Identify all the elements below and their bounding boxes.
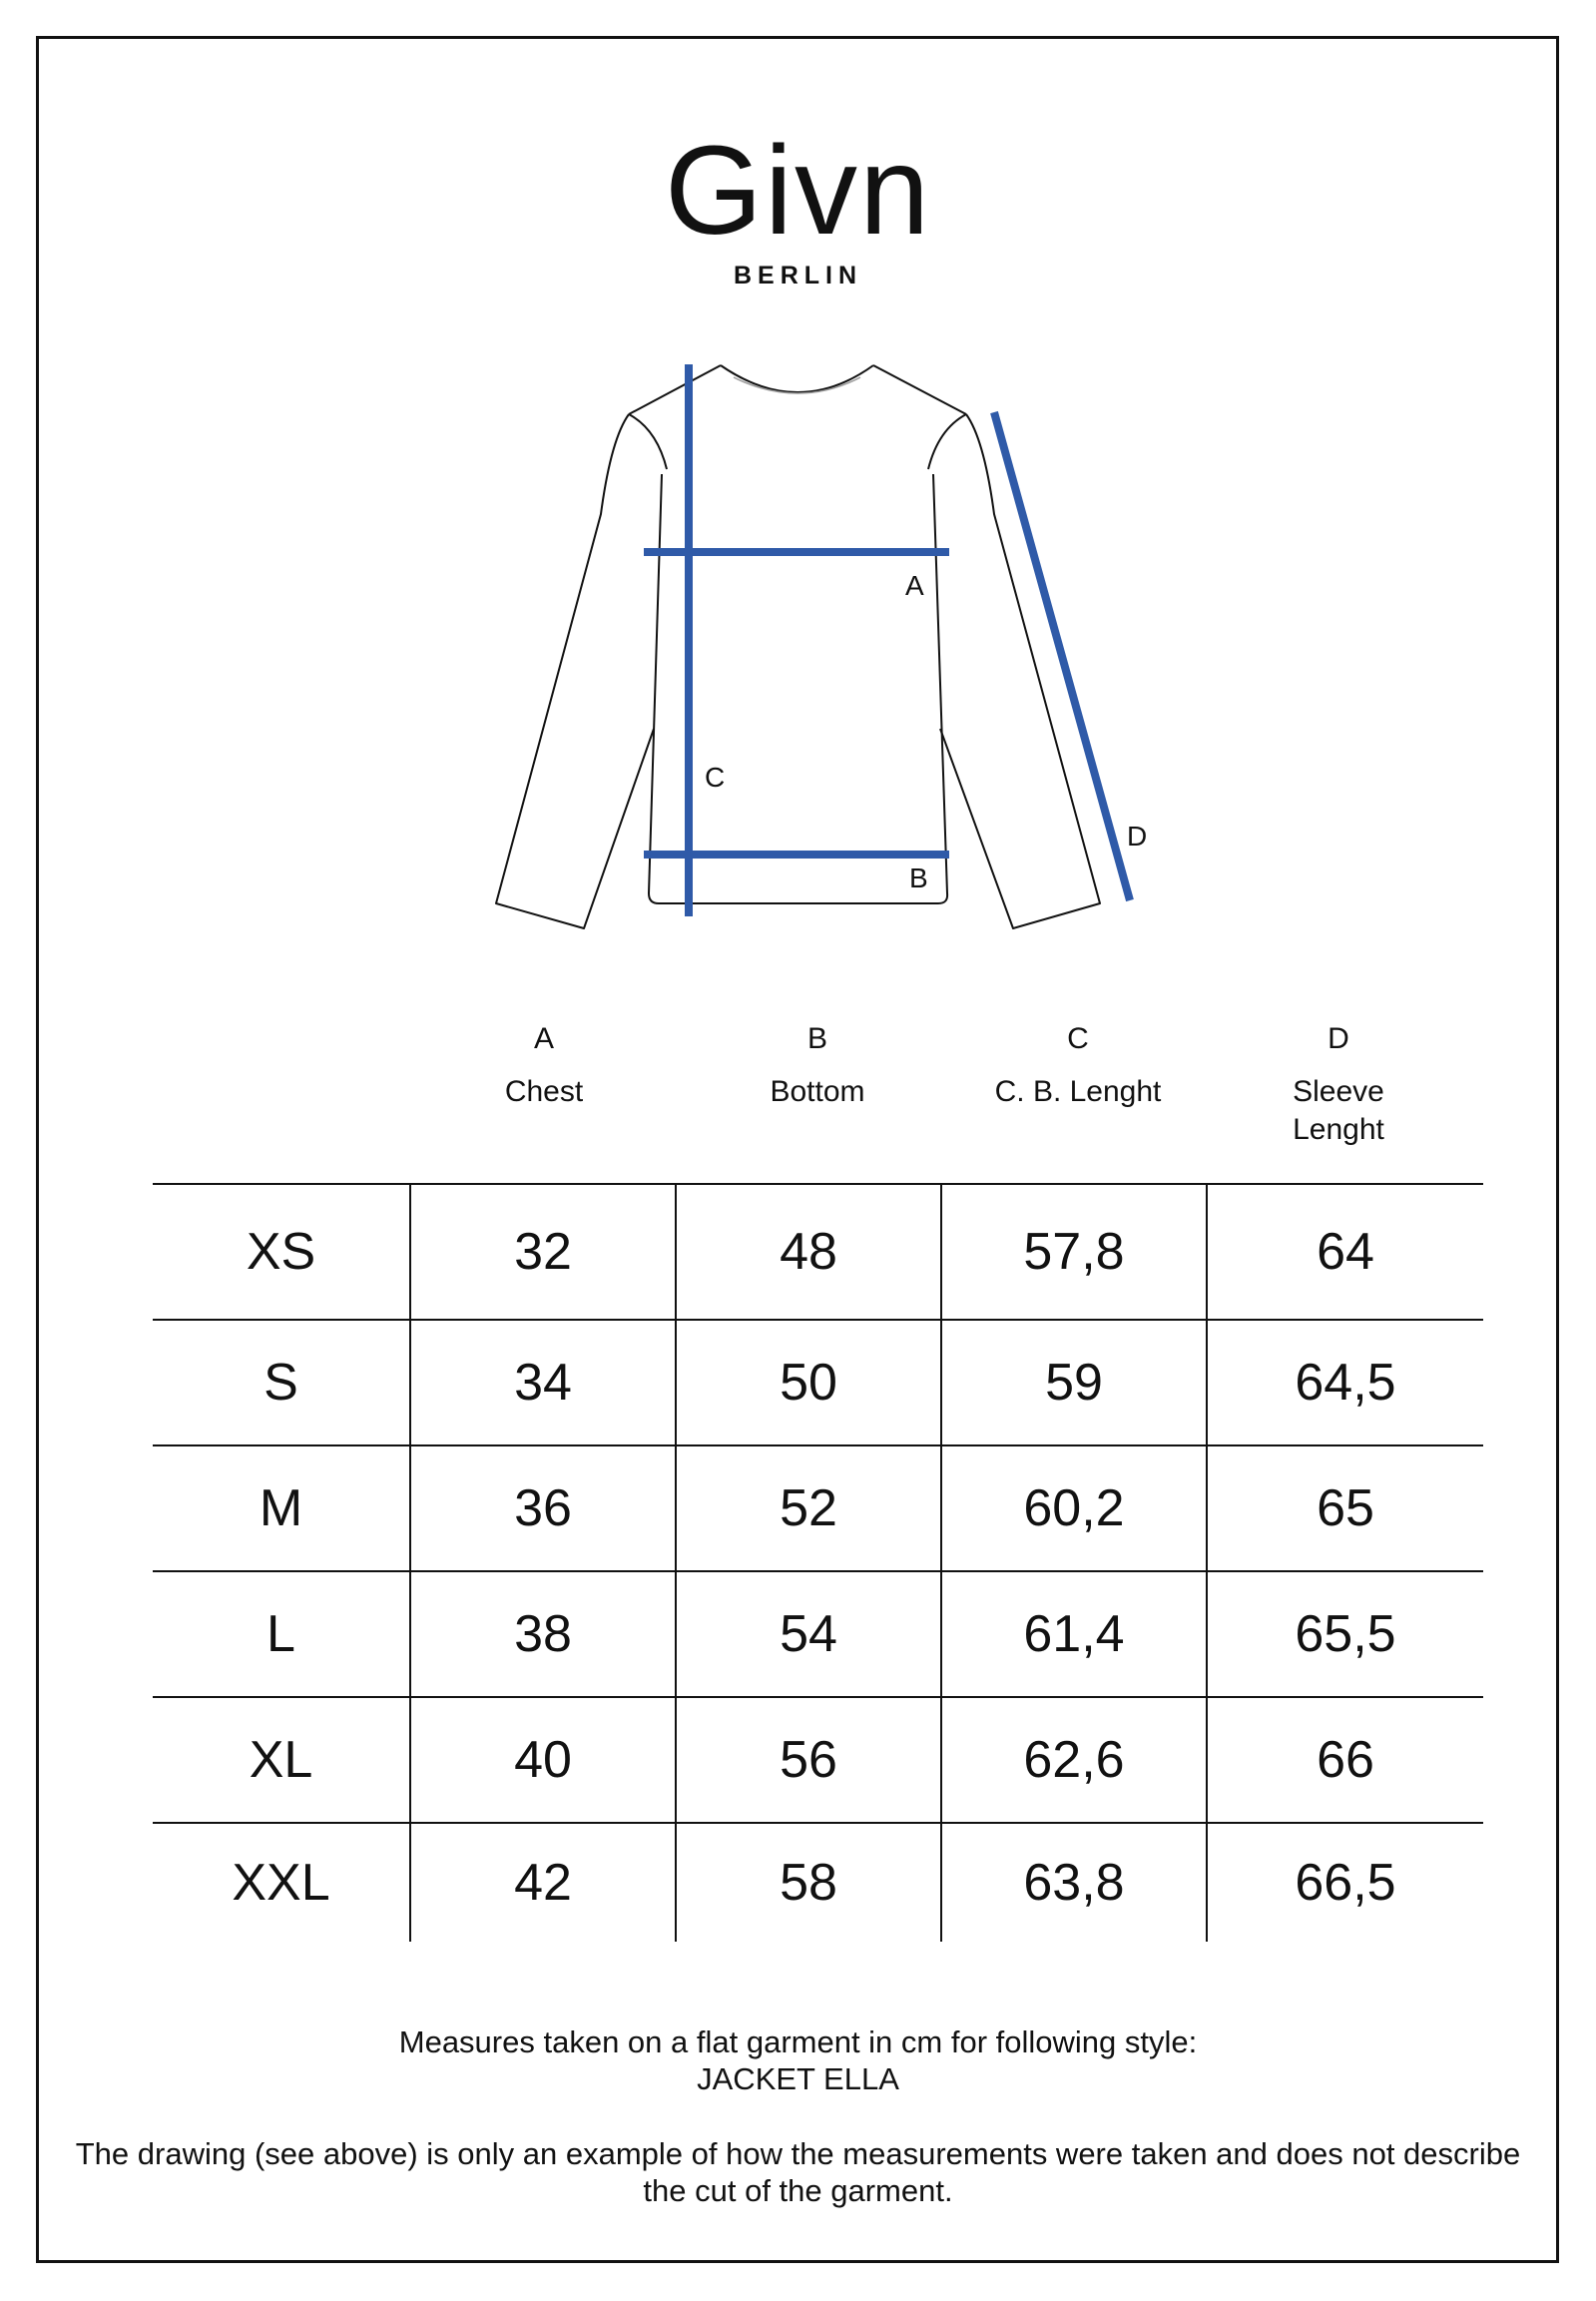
table-row: [153, 1823, 1483, 1942]
value-cell: 58: [676, 1823, 941, 1942]
label-a: A: [905, 570, 924, 601]
measure-line-d: [994, 412, 1130, 900]
value-cell: 56: [676, 1697, 941, 1823]
label-d: D: [1127, 821, 1148, 852]
value-cell: 32: [410, 1184, 676, 1320]
brand-logo: Givn: [664, 120, 932, 261]
value-cell: 48: [676, 1184, 941, 1320]
measurement-note: [60, 2023, 1536, 2097]
value-cell: 60,2: [941, 1445, 1207, 1571]
column-label-bottom: Bottom: [770, 1075, 865, 1108]
measurement-lines: [644, 364, 1130, 916]
column-letter-d: D: [1328, 1022, 1349, 1055]
value-cell: 38: [410, 1571, 676, 1697]
value-cell: 50: [676, 1320, 941, 1445]
jacket-outline: [496, 365, 1100, 928]
size-cell: S: [153, 1320, 410, 1445]
value-cell: 34: [410, 1320, 676, 1445]
column-letter-b: B: [806, 1022, 827, 1055]
size-cell: XL: [153, 1697, 410, 1823]
value-cell: 59: [941, 1320, 1207, 1445]
size-table: [153, 1183, 1483, 1942]
value-cell: 64: [1207, 1184, 1483, 1320]
value-cell: 66: [1207, 1697, 1483, 1823]
table-row: [153, 1697, 1483, 1823]
column-label-chest: Chest: [504, 1075, 584, 1108]
value-cell: 40: [410, 1697, 676, 1823]
size-cell: M: [153, 1445, 410, 1571]
value-cell: 65: [1207, 1445, 1483, 1571]
value-cell: 42: [410, 1823, 676, 1942]
value-cell: 66,5: [1207, 1823, 1483, 1942]
label-c: C: [705, 762, 726, 793]
value-cell: 57,8: [941, 1184, 1207, 1320]
value-cell: 65,5: [1207, 1571, 1483, 1697]
value-cell: 54: [676, 1571, 941, 1697]
value-cell: 36: [410, 1445, 676, 1571]
column-letter-c: C: [1067, 1022, 1089, 1055]
style-name: JACKET ELLA: [697, 2061, 899, 2096]
table-row: [153, 1184, 1483, 1320]
garment-measurement-diagram: [0, 0, 1596, 958]
size-cell: L: [153, 1571, 410, 1697]
value-cell: 62,6: [941, 1697, 1207, 1823]
table-row: [153, 1320, 1483, 1445]
measurement-note-line: Measures taken on a flat garment in cm for following style:: [398, 2024, 1198, 2059]
label-b: B: [909, 863, 928, 893]
size-cell: XS: [153, 1184, 410, 1320]
size-cell: XXL: [153, 1823, 410, 1942]
table-row: [153, 1445, 1483, 1571]
value-cell: 52: [676, 1445, 941, 1571]
disclaimer-note: The drawing (see above) is only an example of how the measurements were taken and does not describe the cut of the garment.: [75, 2136, 1521, 2208]
table-row: [153, 1571, 1483, 1697]
brand-city: BERLIN: [733, 262, 863, 289]
column-letter-a: A: [533, 1022, 554, 1055]
value-cell: 64,5: [1207, 1320, 1483, 1445]
column-label-cb-length: C. B. Lenght: [994, 1075, 1162, 1108]
value-cell: 61,4: [941, 1571, 1207, 1697]
column-label-sleeve-length: Sleeve Lenght: [1293, 1075, 1384, 1146]
value-cell: 63,8: [941, 1823, 1207, 1942]
